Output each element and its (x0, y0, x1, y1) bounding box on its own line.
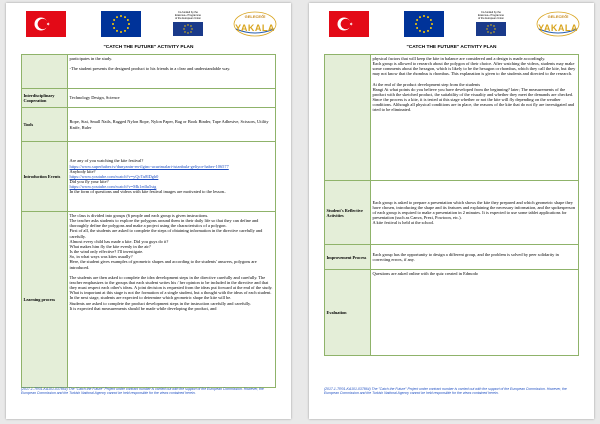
row-label: Introduction Events (22, 142, 68, 212)
document-page-2 (309, 3, 594, 419)
row-label: Evaluation (325, 270, 371, 356)
row-label: Improvement Process (325, 245, 371, 270)
table-row (325, 55, 579, 181)
row-content: Technology Design, Science (68, 89, 276, 108)
row-content: Rope, Stai, Small Nails, Ragged Nylon Rope, Nylon Paper, Bag or Book Binder, Tape Adhesive, Scissors, Utility Knife, Ruler (68, 108, 276, 142)
festival-article-link[interactable]: https://www.superhaber.tv/dunyanin-en-ilginc-ucurtmalari-istanbula-geliyor-haber-106577 (69, 163, 229, 169)
row-content: Each group is asked to prepare a presentation which shows the kite they prepared and which geometric shape they have chosen, introducing the shape and its features and explaining the necessary information, and the spokesperson of each group is required to make a presentation in 2 minutes. It is expected to use some tablet applications for presentation (such as Canva, Prezi, Powtoon, etc.). A kite festival is held at the school. (371, 181, 579, 245)
row-label: Interdisciplinary Cooperation (22, 89, 68, 108)
row-label: Tools (22, 108, 68, 142)
page-footer: (2017-1-TR01-KA101-037864) The "Catch the Future" Project under contract number is carried out with the support of the European Commission. However, the European Commission and the Turkish National Agency cannot be held responsible for the views contained herein. (324, 387, 567, 396)
gelecegi-yakala-logo-icon: GELECEĞİ YAKALA (535, 11, 581, 37)
erasmus-caption: Co-funded by the Erasmus+ Programme of the European Union (477, 11, 505, 21)
turkey-flag-icon (329, 11, 369, 37)
gelecegi-yakala-logo-icon: GELECEĞİ YAKALA (232, 11, 278, 37)
erasmus-flag-bar (476, 22, 506, 36)
activity-plan-table (21, 54, 276, 388)
row-content: The class is divided into groups (6 people and each group is given instructions. The teacher asks students to explore the polygons around them in their daily life so that they can define and thoroughly define the polygons and make a project using the characteristics of a polygon. First of all, the students are asked to complete the steps of obtaining information in the directive carefully and carefully. Almost every child has made a kite. Did you guys do it? What makes him fly the kite evenly in the air? Is the wind only effective? I'll investigate. So, in what ways was kites usually? Here, the student gives examples of geometric shapes and according to the students' answers, polygons are introduced. The students are then asked to complete the idea development steps in the directive carefully and carefully. The teacher emphasizes to the groups that each student writes his / her opinion to be included in the directive and that they must respect each other's ideas. A joint decision is requested from the ideas put forward at the end of the study. What is important at this stage is not the formation of a single student, but a thought with the ideas of each student. In the next stage, students are expected to determine which geometric shape the kite will be. Students are asked to complete the product development steps in the instruction carefully and carefully. It is expected that measurements should be made while developing the product, and (68, 212, 276, 388)
page-title: "CATCH THE FUTURE" ACTIVITY PLAN (103, 45, 194, 50)
erasmus-logo-icon (472, 11, 510, 37)
header-logos (6, 11, 291, 39)
row-label: Student's Reflective Activities (325, 181, 371, 245)
row-content: Are any of you watching the kite festival? https://www.superhaber.tv/dunyanin-en-ilginc-ucurtmalari-istanbula-geliyor-haber-106577 Anybody kite? https://www.youtube.com/watch?v=yQcTu8lDgh0 Did you fly your kite? https://www.youtube.com/watch?v=Mk1edlu5stg In the form of questions and videos with kite festival images are motivated to the lesson.. (68, 142, 276, 212)
youtube-link-1[interactable]: https://www.youtube.com/watch?v=yQcTu8lDgh0 (69, 173, 159, 179)
erasmus-logo-icon (169, 11, 207, 37)
table-row (325, 181, 579, 245)
page-footer: (2017-1-TR01-KA101-037864) The "Catch the Future" Project under contract number is carried out with the support of the European Commission. However, the European Commission and the Turkish National Agency cannot be held responsible for the views contained herein. (21, 387, 264, 396)
page-title: "CATCH THE FUTURE" ACTIVITY PLAN (406, 45, 497, 50)
row-content: participates in the study. -The student presents the designed product to his friends in a clear and understandable way. (68, 55, 276, 89)
activity-plan-table (324, 54, 579, 356)
table-row (22, 142, 276, 212)
erasmus-flag-bar (173, 22, 203, 36)
table-row (325, 245, 579, 270)
row-label (325, 55, 371, 181)
table-row (22, 212, 276, 388)
header-logos (309, 11, 594, 39)
row-label (22, 55, 68, 89)
eu-flag-icon (404, 11, 444, 37)
table-row (22, 108, 276, 142)
table-row (22, 55, 276, 89)
row-content: Questions are asked online with the quiz created in Edmodo (371, 270, 579, 356)
table-row (325, 270, 579, 356)
turkey-flag-icon (26, 11, 66, 37)
document-page-1 (6, 3, 291, 419)
row-label: Learning process (22, 212, 68, 388)
erasmus-caption: Co-funded by the Erasmus+ Programme of the European Union (174, 11, 202, 21)
eu-flag-icon (101, 11, 141, 37)
youtube-link-2[interactable]: https://www.youtube.com/watch?v=Mk1edlu5stg (69, 184, 157, 190)
row-content: physical factors that will keep the kite in balance are considered and a design is made accordingly. Each group is allowed to research about the polygon of their choice. After watching the videos, students may make some comments about the hexagon, which is likely to be the hexagon or rhombus, which they call the kite, but they may not know that the rhombus is rhombus. This explanation is given to the students and directed to the research. At the end of the product development step from the students Hangi At what points do you believe you have developed from the beginning? later; The measurements of the product with the sketched product, the suitability of the visuality and whether they meet the demands are checked. Since the process is a kite, it is tested at this stage whether or not the kite will fly depending on the weather conditions. Although all physical conditions are in place, the reasons of the kite that do not fly are investigated and tried to be eliminated. (371, 55, 579, 181)
table-row (22, 89, 276, 108)
row-content: Each group has the opportunity to design a different group, and the problem is solved by peer solidarity in correcting errors, if any. (371, 245, 579, 270)
